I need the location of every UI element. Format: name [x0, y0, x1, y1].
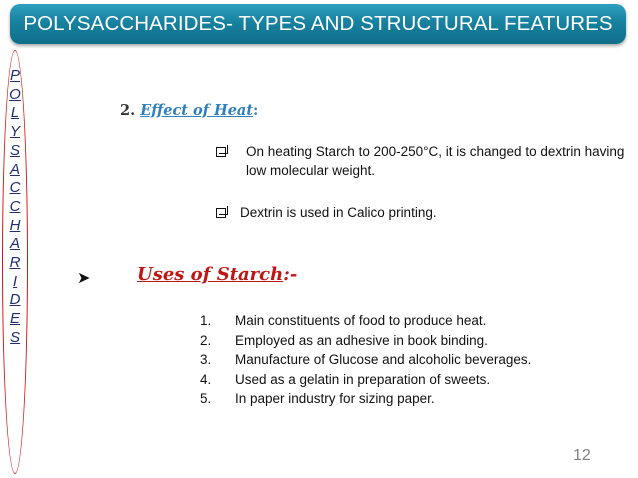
side-vertical-text — [4, 67, 26, 348]
list-text: Employed as an adhesive in book binding. — [235, 332, 488, 348]
side-letter: A — [9, 235, 20, 253]
side-letter: L — [10, 104, 20, 122]
list-number: 2. — [200, 332, 212, 348]
uses-label: Uses of Starch — [137, 264, 284, 285]
uses-suffix: :- — [283, 264, 298, 285]
list-text: In paper industry for sizing paper. — [235, 391, 435, 407]
bullet-item — [216, 203, 630, 222]
list-item — [200, 370, 548, 390]
list-number: 3. — [200, 352, 212, 368]
side-letter: Y — [9, 123, 20, 141]
uses-heading — [137, 264, 297, 285]
uses-list — [200, 311, 548, 409]
side-letter: D — [9, 291, 21, 309]
arrow-bullet-icon: ➤ — [77, 270, 91, 287]
side-letter: C — [9, 197, 21, 215]
section-label: Effect of Heat — [140, 102, 254, 119]
list-item — [200, 331, 548, 351]
section-number: 2. — [120, 102, 136, 119]
bullet-text: On heating Starch to 200-250°C, it is changed to dextrin having low molecular weight. — [246, 144, 625, 178]
list-item — [200, 350, 548, 370]
side-letter: P — [9, 67, 20, 84]
section-colon: : — [253, 102, 259, 119]
side-letter: A — [9, 160, 20, 178]
list-item — [200, 389, 548, 409]
side-letter: I — [12, 272, 18, 290]
bullet-text: Dextrin is used in Calico printing. — [240, 205, 437, 220]
side-letter: O — [9, 85, 21, 103]
side-letter: C — [9, 179, 21, 197]
title-bar — [10, 4, 626, 44]
list-text: Used as a gelatin in preparation of sweets. — [235, 371, 491, 387]
checkbox-bullet-icon — [216, 147, 226, 157]
list-number: 5. — [200, 391, 212, 407]
bullet-item — [216, 142, 636, 180]
list-item — [200, 311, 548, 331]
list-number: 4. — [200, 371, 212, 387]
page-number: 12 — [573, 447, 591, 464]
side-letter: S — [9, 328, 20, 346]
side-letter: E — [9, 310, 20, 328]
side-letter: S — [9, 141, 20, 159]
page-title: POLYSACCHARIDES- TYPES AND STRUCTURAL FEATURES — [23, 12, 613, 35]
list-text: Main constituents of food to produce heat. — [235, 313, 487, 328]
list-number: 1. — [200, 313, 212, 328]
section-heading — [120, 102, 258, 119]
list-text: Manufacture of Glucose and alcoholic beverages. — [235, 352, 532, 368]
side-letter: H — [9, 216, 21, 234]
checkbox-bullet-icon — [216, 208, 226, 218]
side-letter: R — [9, 254, 21, 272]
